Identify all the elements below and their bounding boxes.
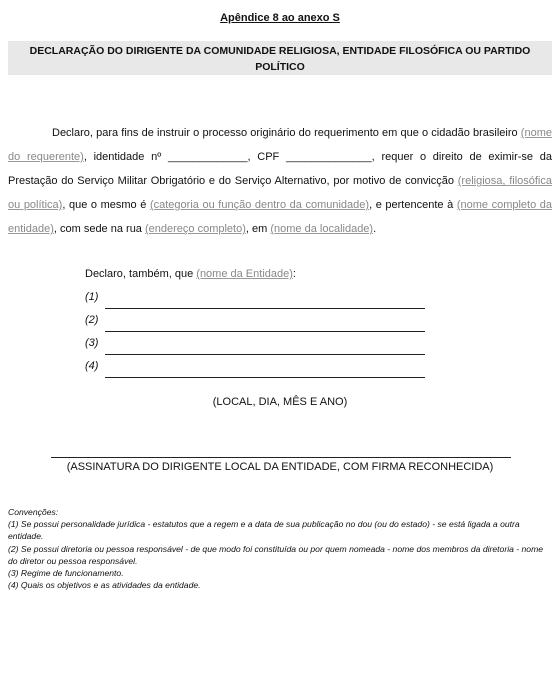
entity-details (85, 262, 425, 378)
placeholder-conviccao: (religiosa, filosófica ou política) (8, 175, 552, 211)
entity-line-1 (85, 286, 425, 309)
entity-intro (85, 262, 425, 286)
placeholder-nome-requerente: (nome do requerente) (8, 127, 552, 163)
convention-item: (4) Quais os objetivos e as atividades da entidade. (8, 580, 201, 591)
conventions-title: Convenções: (8, 507, 59, 517)
body-text-2: , identidade nº (83, 151, 162, 163)
entity-blank-line (105, 317, 425, 332)
declaration-title: DECLARAÇÃO DO DIRIGENTE DA COMUNIDADE RELIGIOSA, ENTIDADE FILOSÓFICA OU PARTIDO POLÍTICO (8, 41, 552, 75)
entity-number: (4) (85, 360, 99, 372)
placeholder-nome-entidade: (nome da Entidade) (196, 268, 293, 280)
entity-line-3 (85, 332, 425, 355)
place-date: (LOCAL, DIA, MÊS E ANO) (212, 396, 348, 408)
body-text-8: , em (245, 223, 268, 235)
blank-cpf: ______________ (286, 151, 372, 163)
placeholder-categoria: (categoria ou função dentro da comunidade) (149, 199, 370, 211)
convention-item: (1) Se possui personalidade jurídica - estatutos que a regem e a data de sua publicação no dou (ou do estado) - se está ligada a outra entidade. (8, 519, 520, 542)
body-text-7: , com sede na rua (53, 223, 142, 235)
conventions (8, 506, 552, 591)
entity-blank-line (105, 340, 425, 355)
body-text-3: , CPF (247, 151, 280, 163)
convention-item: (2) Se possui diretoria ou pessoa responsável - de que modo foi constituída ou por quem nomeada - nome dos membros da diretoria - nome do diretor ou pessoa responsável. (8, 543, 544, 566)
body-text-5: , que o mesmo é (62, 199, 147, 211)
declaration-paragraph (8, 121, 552, 241)
body-text-6: , e pertencente à (369, 199, 454, 211)
body-text-4: , requer o direito de eximir-se da Prestação do Serviço Militar Obrigatório e do Serviço Alternativo, por motivo de convicção (8, 151, 552, 187)
entity-number: (2) (85, 314, 99, 326)
entity-number: (3) (85, 337, 99, 349)
entity-intro-colon: : (292, 268, 296, 280)
entity-intro-text: Declaro, também, que (85, 268, 194, 280)
entity-blank-line (105, 294, 425, 309)
appendix-title: Apêndice 8 ao anexo S (220, 12, 340, 24)
entity-blank-line (105, 363, 425, 378)
convention-item: (3) Regime de funcionamento. (8, 568, 124, 579)
signature-caption: (ASSINATURA DO DIRIGENTE LOCAL DA ENTIDADE, COM FIRMA RECONHECIDA) (66, 461, 494, 473)
entity-line-4 (85, 355, 425, 378)
body-text-9: . (373, 223, 377, 235)
entity-number: (1) (85, 291, 99, 303)
placeholder-nome-entidade-completo: (nome completo da entidade) (8, 199, 553, 235)
entity-line-2 (85, 309, 425, 332)
body-text-1: Declaro, para fins de instruir o processo originário do requerimento em que o cidadão brasileiro (52, 127, 518, 139)
signature-line (51, 457, 511, 458)
placeholder-endereco: (endereço completo) (145, 223, 246, 235)
placeholder-localidade: (nome da localidade) (270, 223, 374, 235)
blank-identidade: _____________ (167, 151, 248, 163)
